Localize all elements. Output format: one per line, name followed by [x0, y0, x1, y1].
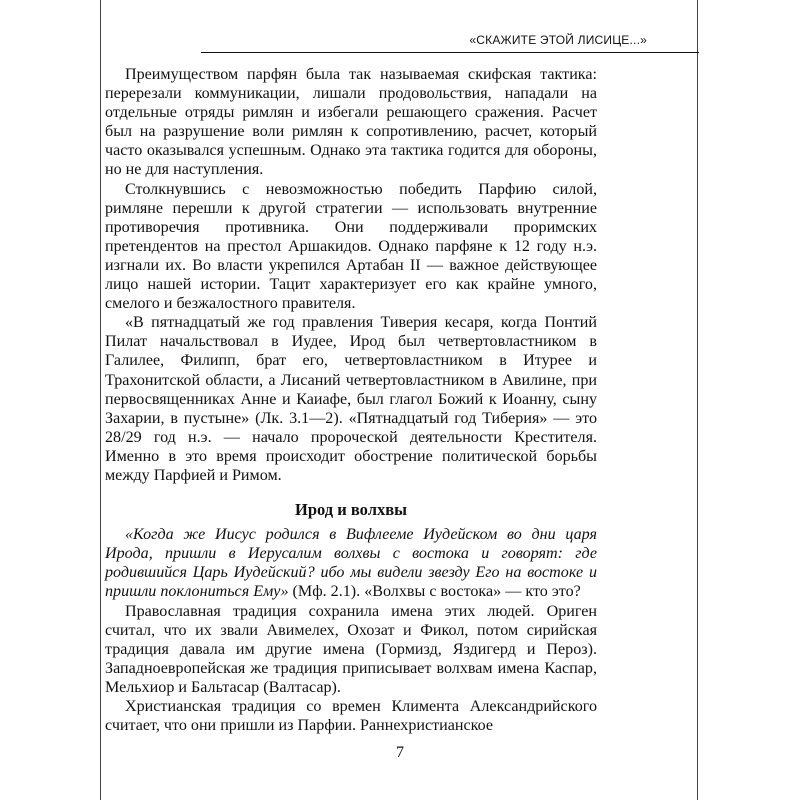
matthew-quote-italic: «Когда же Иисус родился в Вифлееме Иудейском во дни царя Ирода, пришли в Иерусалим волхвы с востока и говорят: где родившийся Царь Иудейский? ибо мы видели звезду Его на востоке и пришли поклониться Ему»	[105, 526, 597, 601]
running-header: «СКАЖИТЕ ЭТОЙ ЛИСИЦЕ...»	[469, 33, 647, 47]
section-title: Ирод и волхвы	[294, 500, 408, 520]
page-body	[105, 65, 597, 735]
paragraph-parthian-tactics: Преимуществом парфян была так называемая скифская тактика: перерезали коммуникации, лишали продовольствия, нападали на отдельные отряды римлян и избегали решающего сражения. Расчет был на разрушение воли римлян к сопротивлению, расчет, который часто оказывался успешным. Однако эта тактика годится для обороны, но не для наступления.	[105, 66, 597, 179]
paragraph-matthew-quote	[105, 525, 597, 601]
page-number: 7	[396, 744, 404, 761]
header-rule	[201, 52, 699, 53]
matthew-quote-rest: (Мф. 2.1). «Волхвы с востока» — кто это?	[288, 583, 581, 601]
paragraph-luke-quote: «В пятнадцатый же год правления Тиверия кесаря, когда Понтий Пилат начальствовал в Иудее, Ирод был четвертовластником в Галилее, Филипп, брат его, четвертовластником в Итурее и Трахонитской области, а Лисаний четвертовластником в Авилине, при первосвященниках Анне и Каиафе, был глагол Божий к Иоанну, сыну Захарии, в пустыне» (Лк. 3.1—2). «Пятнадцатый год Тиберия» — это 28/29 год н.э. — начало пророческой деятельности Крестителя. Именно в это время происходит обострение политической борьбы между Парфией и Римом.	[105, 314, 597, 484]
paragraph-roman-strategy: Столкнувшись с невозможностью победить Парфию силой, римляне перешли к другой стратегии — использовать внутренние противоречия противника. Они поддерживали проримских претендентов на престол Аршакидов. Однако парфяне к 12 году н.э. изгнали их. Во власти укрепился Артабан II — важное действующее лицо нашей истории. Тацит характеризует его как крайне умного, смелого и безжалостного правителя.	[105, 180, 597, 313]
paragraph-magi-names: Православная традиция сохранила имена этих людей. Ориген считал, что их звали Авимелех, Охозат и Фикол, потом сирийская традиция давала им другие имена (Гормизд, Яздигерд и Пероз). Западноевропейская же традиция приписывает волхвам имена Каспар, Мельхиор и Бальтасар (Валтасар).	[105, 602, 597, 696]
paragraph-christian-tradition: Христианская традиция со времен Климента Александрийского считает, что они пришли из Парфии. Раннехристианское	[105, 698, 597, 735]
